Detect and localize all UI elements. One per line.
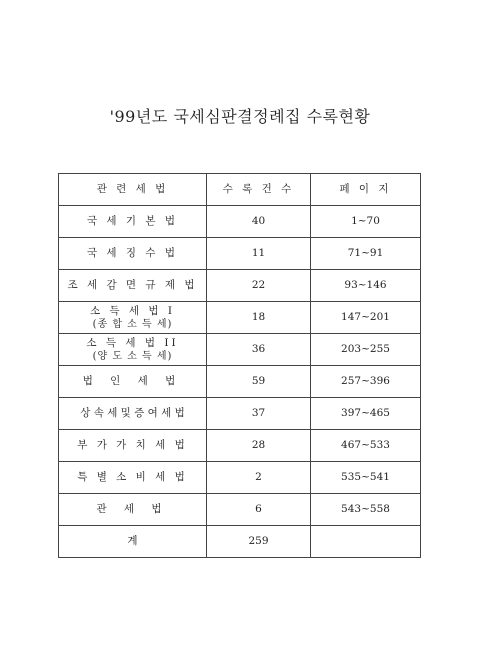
case-count: 36 bbox=[207, 334, 311, 366]
law-name: 소 득 세 법 II bbox=[86, 336, 179, 349]
case-count: 40 bbox=[207, 206, 311, 238]
law-name: 조 세 감 면 규 제 법 bbox=[59, 270, 207, 302]
table-row bbox=[59, 238, 421, 270]
table-total-row bbox=[59, 526, 421, 558]
law-name: 특 별 소 비 세 법 bbox=[59, 462, 207, 494]
total-label: 계 bbox=[59, 526, 207, 558]
page-range: 543~558 bbox=[311, 494, 421, 526]
page-range: 1~70 bbox=[311, 206, 421, 238]
table-row bbox=[59, 302, 421, 334]
law-subtitle: (종 합 소 득 세) bbox=[92, 318, 173, 330]
table-row bbox=[59, 334, 421, 366]
table-header-row bbox=[59, 174, 421, 206]
law-name: 관 세 법 bbox=[59, 494, 207, 526]
page-range: 535~541 bbox=[311, 462, 421, 494]
total-count: 259 bbox=[207, 526, 311, 558]
page-range: 397~465 bbox=[311, 398, 421, 430]
law-name: 소 득 세 법 I bbox=[89, 304, 176, 317]
case-count: 6 bbox=[207, 494, 311, 526]
header-count: 수 록 건 수 bbox=[207, 174, 311, 206]
law-name: 국 세 기 본 법 bbox=[59, 206, 207, 238]
table-row bbox=[59, 206, 421, 238]
table-row bbox=[59, 270, 421, 302]
case-count: 28 bbox=[207, 430, 311, 462]
table-row bbox=[59, 462, 421, 494]
page-title: '99년도 국세심판결정례집 수록현황 bbox=[109, 107, 371, 126]
page-range: 93~146 bbox=[311, 270, 421, 302]
case-count: 11 bbox=[207, 238, 311, 270]
page-range: 203~255 bbox=[311, 334, 421, 366]
total-pages bbox=[311, 526, 421, 558]
page-range: 147~201 bbox=[311, 302, 421, 334]
page-range: 467~533 bbox=[311, 430, 421, 462]
law-name: 법 인 세 법 bbox=[59, 366, 207, 398]
law-name: 부 가 가 치 세 법 bbox=[59, 430, 207, 462]
table-row bbox=[59, 494, 421, 526]
law-name: 국 세 징 수 법 bbox=[59, 238, 207, 270]
law-name-cell bbox=[59, 334, 207, 366]
table-row bbox=[59, 398, 421, 430]
case-count: 37 bbox=[207, 398, 311, 430]
summary-table bbox=[58, 173, 421, 558]
law-name-cell bbox=[59, 302, 207, 334]
law-subtitle: (양 도 소 득 세) bbox=[92, 350, 173, 362]
case-count: 22 bbox=[207, 270, 311, 302]
page-range: 71~91 bbox=[311, 238, 421, 270]
page-range: 257~396 bbox=[311, 366, 421, 398]
law-name: 상 속 세 및 증 여 세 법 bbox=[59, 398, 207, 430]
case-count: 59 bbox=[207, 366, 311, 398]
header-pages: 페 이 지 bbox=[311, 174, 421, 206]
header-law: 관 련 세 법 bbox=[59, 174, 207, 206]
case-count: 18 bbox=[207, 302, 311, 334]
case-count: 2 bbox=[207, 462, 311, 494]
table-row bbox=[59, 366, 421, 398]
table-row bbox=[59, 430, 421, 462]
